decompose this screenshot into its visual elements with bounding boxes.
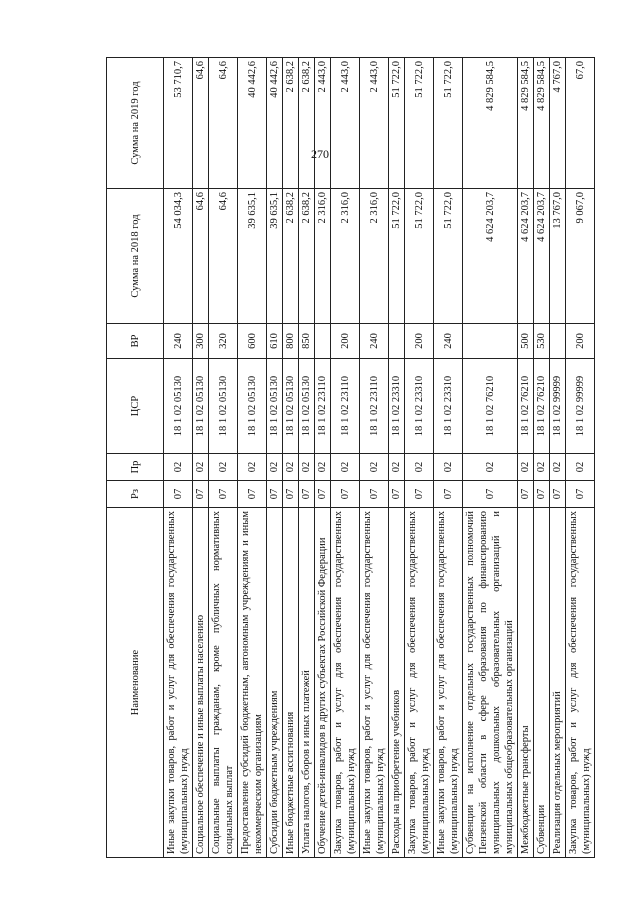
table-row [434,58,463,858]
cell-rz: 07 [267,481,283,508]
cell-rz: 07 [193,481,209,508]
cell-rz: 07 [360,481,389,508]
col-header-vr: ВР [107,324,164,359]
table-row [463,58,518,858]
table-row [389,58,405,858]
cell-pr: 02 [405,454,434,481]
cell-sum-2018: 39 635,1 [238,189,267,324]
cell-csr: 18 1 02 99999 [566,359,595,454]
cell-name: Межбюджетные трансферты [518,508,534,858]
table-row [315,58,331,858]
budget-table [106,57,595,858]
table-body [164,58,595,858]
cell-vr [550,324,566,359]
cell-pr: 02 [389,454,405,481]
cell-rz: 07 [389,481,405,508]
cell-csr: 18 1 02 05130 [193,359,209,454]
col-header-csr: ЦСР [107,359,164,454]
cell-pr: 02 [360,454,389,481]
cell-vr: 200 [405,324,434,359]
cell-name: Социальные выплаты гражданам, кроме публичных нормативных социальных выплат [209,508,238,858]
cell-sum-2018: 2 638,2 [299,189,315,324]
col-header-rz: Рз [107,481,164,508]
cell-rz: 07 [283,481,299,508]
cell-csr: 18 1 02 05130 [164,359,193,454]
cell-sum-2019: 4 829 584,5 [463,58,518,189]
cell-name: Предоставление субсидий бюджетным, автономным учреждениям и иным некоммерческим организациям [238,508,267,858]
table-row [164,58,193,858]
cell-vr: 850 [299,324,315,359]
cell-sum-2018: 2 316,0 [331,189,360,324]
cell-vr: 200 [331,324,360,359]
cell-sum-2019: 51 722,0 [434,58,463,189]
cell-name: Закупка товаров, работ и услуг для обеспечения государственных (муниципальных) нужд [331,508,360,858]
cell-name: Иные закупки товаров, работ и услуг для обеспечения государственных (муниципальных) нужд [164,508,193,858]
cell-name: Субсидии бюджетным учреждениям [267,508,283,858]
cell-csr: 18 1 02 23110 [331,359,360,454]
cell-sum-2019: 2 443,0 [360,58,389,189]
cell-rz: 07 [434,481,463,508]
cell-sum-2019: 51 722,0 [405,58,434,189]
table-row [283,58,299,858]
cell-name: Реализация отдельных мероприятий [550,508,566,858]
cell-sum-2018: 64,6 [209,189,238,324]
cell-rz: 07 [164,481,193,508]
cell-sum-2018: 51 722,0 [434,189,463,324]
cell-sum-2019: 2 443,0 [315,58,331,189]
cell-vr: 800 [283,324,299,359]
cell-pr: 02 [283,454,299,481]
cell-sum-2018: 54 034,3 [164,189,193,324]
col-header-pr: Пр [107,454,164,481]
cell-csr: 18 1 02 23310 [389,359,405,454]
cell-sum-2018: 4 624 203,7 [463,189,518,324]
cell-sum-2018: 64,6 [193,189,209,324]
cell-rz: 07 [566,481,595,508]
cell-sum-2019: 2 638,2 [299,58,315,189]
cell-rz: 07 [238,481,267,508]
cell-pr: 02 [299,454,315,481]
cell-vr [389,324,405,359]
cell-name: Иные закупки товаров, работ и услуг для обеспечения государственных (муниципальных) нужд [434,508,463,858]
cell-sum-2018: 4 624 203,7 [534,189,550,324]
cell-name: Социальное обеспечение и иные выплаты населению [193,508,209,858]
cell-rz: 07 [550,481,566,508]
cell-sum-2019: 4 829 584,5 [518,58,534,189]
cell-pr: 02 [550,454,566,481]
table-row [566,58,595,858]
cell-csr: 18 1 02 23310 [434,359,463,454]
cell-sum-2019: 40 442,6 [267,58,283,189]
cell-name: Закупка товаров, работ и услуг для обеспечения государственных (муниципальных) нужд [405,508,434,858]
cell-name: Закупка товаров, работ и услуг для обеспечения государственных (муниципальных) нужд [566,508,595,858]
cell-sum-2019: 2 638,2 [283,58,299,189]
table-row [193,58,209,858]
cell-sum-2019: 51 722,0 [389,58,405,189]
cell-sum-2018: 4 624 203,7 [518,189,534,324]
cell-sum-2019: 64,6 [209,58,238,189]
cell-rz: 07 [209,481,238,508]
cell-csr: 18 1 02 99999 [550,359,566,454]
cell-pr: 02 [566,454,595,481]
table-row [267,58,283,858]
table-row [518,58,534,858]
cell-csr: 18 1 02 05130 [299,359,315,454]
cell-sum-2019: 4 767,0 [550,58,566,189]
cell-sum-2018: 2 638,2 [283,189,299,324]
cell-vr [315,324,331,359]
page-number: 270 [311,147,329,161]
table-row [550,58,566,858]
cell-pr: 02 [193,454,209,481]
cell-sum-2019: 67,0 [566,58,595,189]
cell-sum-2018: 13 767,0 [550,189,566,324]
cell-sum-2018: 51 722,0 [389,189,405,324]
table-row [360,58,389,858]
cell-rz: 07 [463,481,518,508]
cell-vr: 320 [209,324,238,359]
cell-name: Иные закупки товаров, работ и услуг для обеспечения государственных (муниципальных) нужд [360,508,389,858]
cell-vr: 300 [193,324,209,359]
cell-pr: 02 [209,454,238,481]
cell-csr: 18 1 02 05130 [283,359,299,454]
cell-sum-2019: 40 442,6 [238,58,267,189]
table-row [331,58,360,858]
table-row [238,58,267,858]
cell-sum-2018: 39 635,1 [267,189,283,324]
table-header-row [107,58,164,858]
cell-name: Уплата налогов, сборов и иных платежей [299,508,315,858]
cell-csr: 18 1 02 76210 [534,359,550,454]
cell-csr: 18 1 02 05130 [267,359,283,454]
budget-table-container [106,58,640,858]
cell-sum-2019: 4 829 584,5 [534,58,550,189]
cell-name: Обучение детей-инвалидов в других субъектах Российской Федерации [315,508,331,858]
cell-csr: 18 1 02 05130 [238,359,267,454]
cell-pr: 02 [463,454,518,481]
cell-name: Субвенции [534,508,550,858]
cell-pr: 02 [238,454,267,481]
cell-vr: 240 [360,324,389,359]
cell-pr: 02 [331,454,360,481]
table-row [534,58,550,858]
cell-vr: 200 [566,324,595,359]
cell-csr: 18 1 02 05130 [209,359,238,454]
cell-csr: 18 1 02 76210 [518,359,534,454]
cell-pr: 02 [164,454,193,481]
cell-sum-2018: 2 316,0 [360,189,389,324]
cell-pr: 02 [518,454,534,481]
cell-pr: 02 [434,454,463,481]
table-row [299,58,315,858]
col-header-name: Наименование [107,508,164,858]
cell-csr: 18 1 02 23110 [315,359,331,454]
cell-sum-2018: 51 722,0 [405,189,434,324]
cell-csr: 18 1 02 23110 [360,359,389,454]
cell-rz: 07 [405,481,434,508]
cell-rz: 07 [315,481,331,508]
cell-vr: 610 [267,324,283,359]
col-header-sum-2018: Сумма на 2018 год [107,189,164,324]
cell-vr: 600 [238,324,267,359]
cell-name: Расходы на приобретение учебников [389,508,405,858]
cell-vr [463,324,518,359]
cell-vr: 530 [534,324,550,359]
cell-rz: 07 [331,481,360,508]
cell-vr: 240 [434,324,463,359]
table-row [209,58,238,858]
cell-name: Субвенции на исполнение отдельных государственных полномочий Пензенской области в сфере образования по финансированию муниципальных дошкольных образовательных организаций и муниципальных общеобразовательных организаций [463,508,518,858]
cell-rz: 07 [518,481,534,508]
cell-rz: 07 [534,481,550,508]
cell-vr: 500 [518,324,534,359]
cell-vr: 240 [164,324,193,359]
cell-pr: 02 [315,454,331,481]
cell-pr: 02 [267,454,283,481]
cell-csr: 18 1 02 23310 [405,359,434,454]
cell-pr: 02 [534,454,550,481]
cell-csr: 18 1 02 76210 [463,359,518,454]
table-row [405,58,434,858]
col-header-sum-2019: Сумма на 2019 год [107,58,164,189]
cell-sum-2018: 9 067,0 [566,189,595,324]
cell-name: Иные бюджетные ассигнования [283,508,299,858]
cell-sum-2019: 53 710,7 [164,58,193,189]
cell-sum-2018: 2 316,0 [315,189,331,324]
cell-sum-2019: 64,6 [193,58,209,189]
cell-sum-2019: 2 443,0 [331,58,360,189]
cell-rz: 07 [299,481,315,508]
